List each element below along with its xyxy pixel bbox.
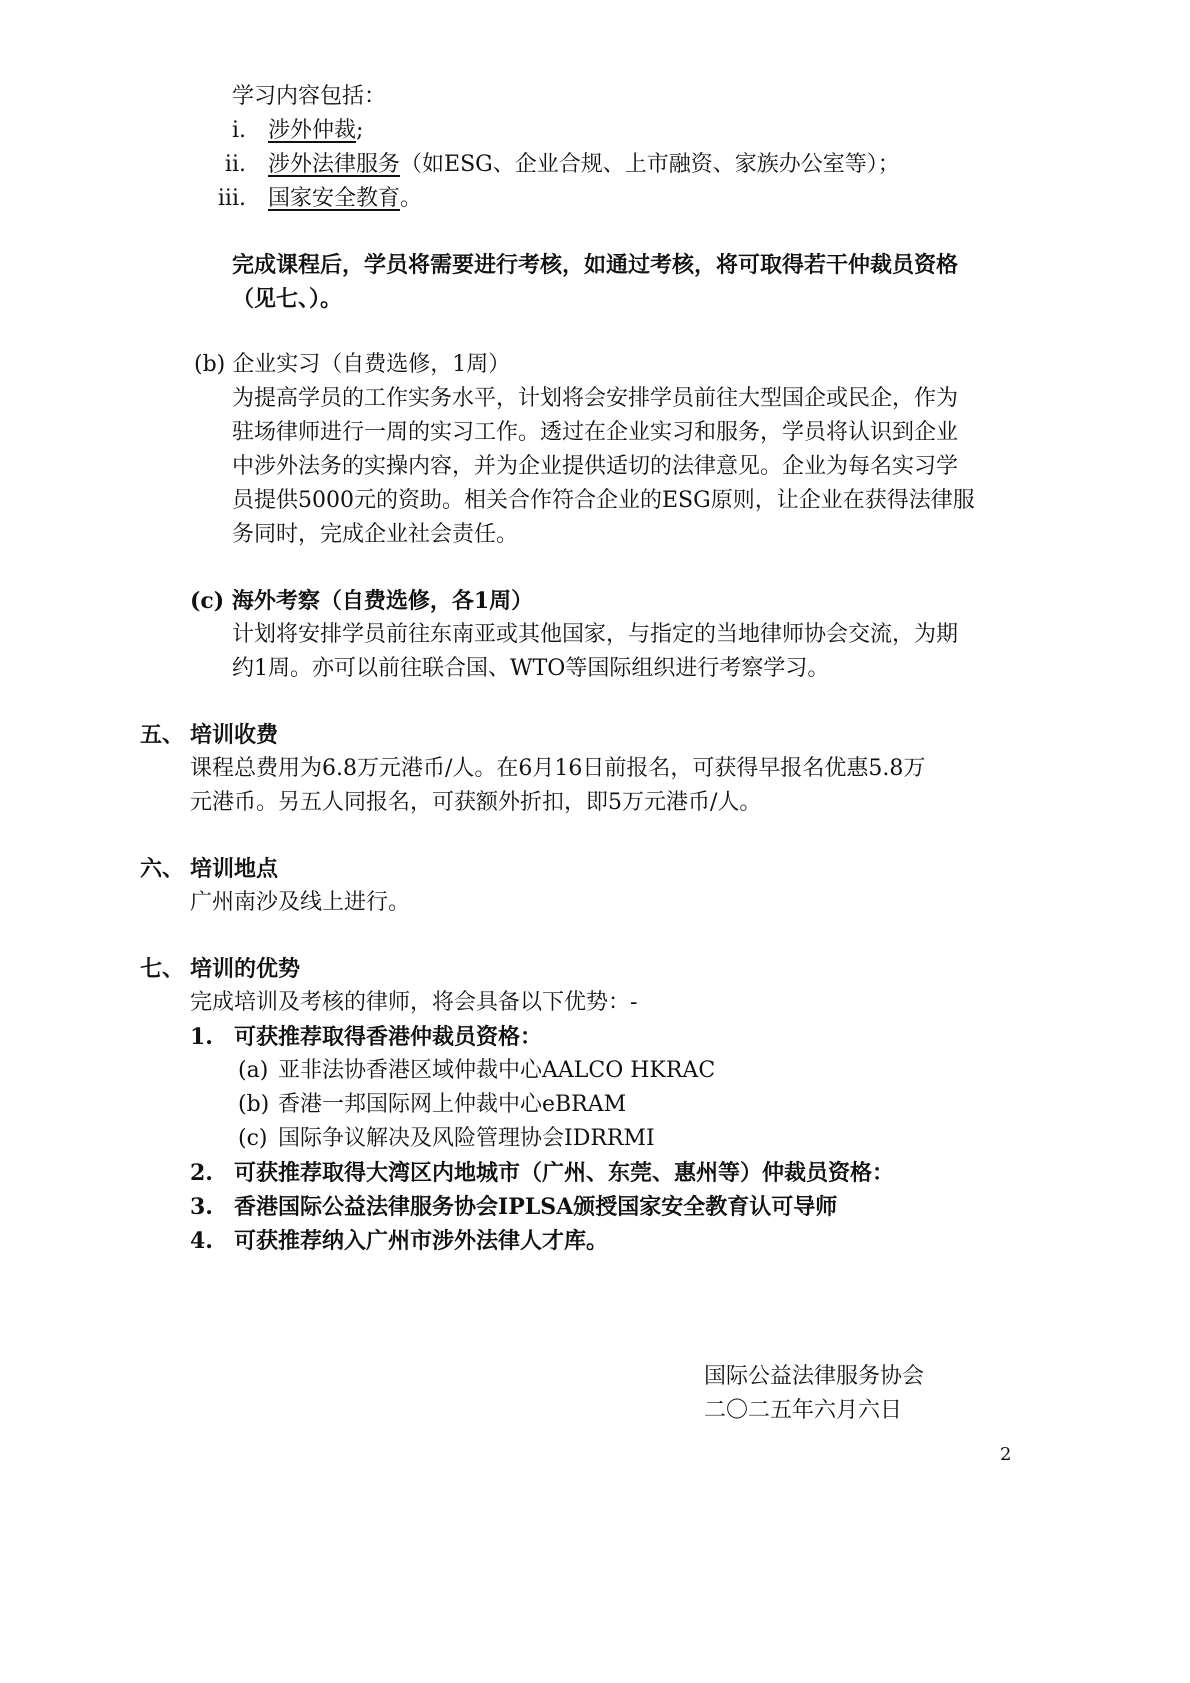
section-5-heading — [140, 718, 278, 752]
section-5-line-1: 课程总费用为6.8万元港币/人。在6月16日前报名，可获得早报名优惠5.8万 — [190, 756, 926, 781]
section-7-sub-b — [238, 1088, 626, 1122]
section-7-item-3 — [190, 1190, 837, 1224]
section-c-line-1: 计划将安排学员前往东南亚或其他国家，与指定的当地律师协会交流，为期 — [232, 622, 959, 647]
section-7-intro: 完成培训及考核的律师，将会具备以下优势：- — [190, 990, 638, 1015]
intro-item-3-num: iii. — [217, 186, 246, 211]
page-number: 2 — [1000, 1444, 1012, 1465]
section-7-item-4-num: 4. — [190, 1228, 213, 1254]
section-5-num: 五、 — [140, 722, 185, 748]
section-7-item-1-text: 可获推荐取得香港仲裁员资格： — [234, 1024, 543, 1050]
section-7-item-1 — [190, 1020, 542, 1054]
section-7-title: 培训的优势 — [190, 956, 301, 982]
intro-item-2-num: ii. — [224, 152, 246, 177]
intro-item-3-rest: 。 — [400, 186, 423, 211]
intro-item-2 — [200, 148, 900, 182]
section-5-line-2: 元港币。另五人同报名，可获额外折扣，即5万元港币/人。 — [190, 790, 762, 815]
intro-item-1-title: 涉外仲裁 — [268, 118, 357, 143]
section-7-item-2-text: 可获推荐取得大湾区内地城市（广州、东莞、惠州等）仲裁员资格： — [234, 1160, 895, 1186]
section-b-line-5: 务同时，完成企业社会责任。 — [232, 522, 519, 547]
intro-item-1-num: i. — [231, 118, 246, 143]
section-7-sub-b-text: 香港一邦国际网上仲裁中心eBRAM — [278, 1092, 627, 1117]
section-7-heading — [140, 952, 300, 986]
section-7-num: 七、 — [140, 956, 185, 982]
intro-heading: 学习内容包括： — [232, 84, 387, 109]
section-7-sub-c — [238, 1122, 655, 1156]
section-7-sub-a-text: 亚非法协香港区域仲裁中心AALCO HKRAC — [278, 1058, 716, 1083]
section-b-line-2: 驻场律师进行一周的实习工作。透过在企业实习和服务，学员将认识到企业 — [232, 420, 959, 445]
section-7-sub-c-text: 国际争议解决及风险管理协会IDRRMI — [278, 1126, 655, 1151]
intro-note-line-2: （见七、）。 — [232, 286, 343, 312]
signature-org: 国际公益法律服务协会 — [704, 1364, 925, 1389]
intro-note-line-1: 完成课程后，学员将需要进行考核，如通过考核，将可取得若干仲裁员资格 — [232, 252, 959, 278]
section-7-item-2-num: 2. — [190, 1160, 213, 1186]
section-7-item-2 — [190, 1156, 894, 1190]
section-7-sub-c-num: (c) — [238, 1126, 268, 1151]
section-7-item-4 — [190, 1224, 608, 1258]
section-b-line-1: 为提高学员的工作实务水平，计划将会安排学员前往大型国企或民企，作为 — [232, 386, 959, 411]
section-7-item-1-num: 1. — [190, 1024, 213, 1050]
intro-item-1 — [200, 114, 363, 148]
section-c-title: (c) 海外考察（自费选修，各1周） — [190, 588, 534, 614]
intro-item-1-rest: ; — [356, 118, 364, 143]
section-6-title: 培训地点 — [190, 856, 279, 882]
section-6-num: 六、 — [140, 856, 185, 882]
section-7-item-3-text: 香港国际公益法律服务协会IPLSA颁授国家安全教育认可导师 — [234, 1194, 838, 1220]
intro-item-3-title: 国家安全教育 — [268, 186, 401, 211]
section-b-line-4: 员提供5000元的资助。相关合作符合企业的ESG原则，让企业在获得法律服 — [232, 488, 975, 513]
section-7-sub-b-num: (b) — [238, 1092, 270, 1117]
section-7-item-3-num: 3. — [190, 1194, 213, 1220]
signature-date: 二〇二五年六月六日 — [704, 1398, 903, 1423]
section-5-title: 培训收费 — [190, 722, 279, 748]
intro-item-3 — [200, 182, 422, 216]
section-6-heading — [140, 852, 278, 886]
section-7-sub-a-num: (a) — [238, 1058, 269, 1083]
section-7-item-4-text: 可获推荐纳入广州市涉外法律人才库。 — [234, 1228, 609, 1254]
section-c-line-2: 约1周。亦可以前往联合国、WTO等国际组织进行考察学习。 — [232, 656, 830, 681]
section-b-title: (b) 企业实习（自费选修，1周） — [194, 352, 511, 377]
section-7-sub-a — [238, 1054, 715, 1088]
section-6-line-1: 广州南沙及线上进行。 — [190, 890, 411, 915]
section-b-line-3: 中涉外法务的实操内容，并为企业提供适切的法律意见。企业为每名实习学 — [232, 454, 959, 479]
intro-item-2-rest: （如ESG、企业合规、上市融资、家族办公室等）； — [400, 152, 900, 177]
intro-item-2-title: 涉外法律服务 — [268, 152, 401, 177]
